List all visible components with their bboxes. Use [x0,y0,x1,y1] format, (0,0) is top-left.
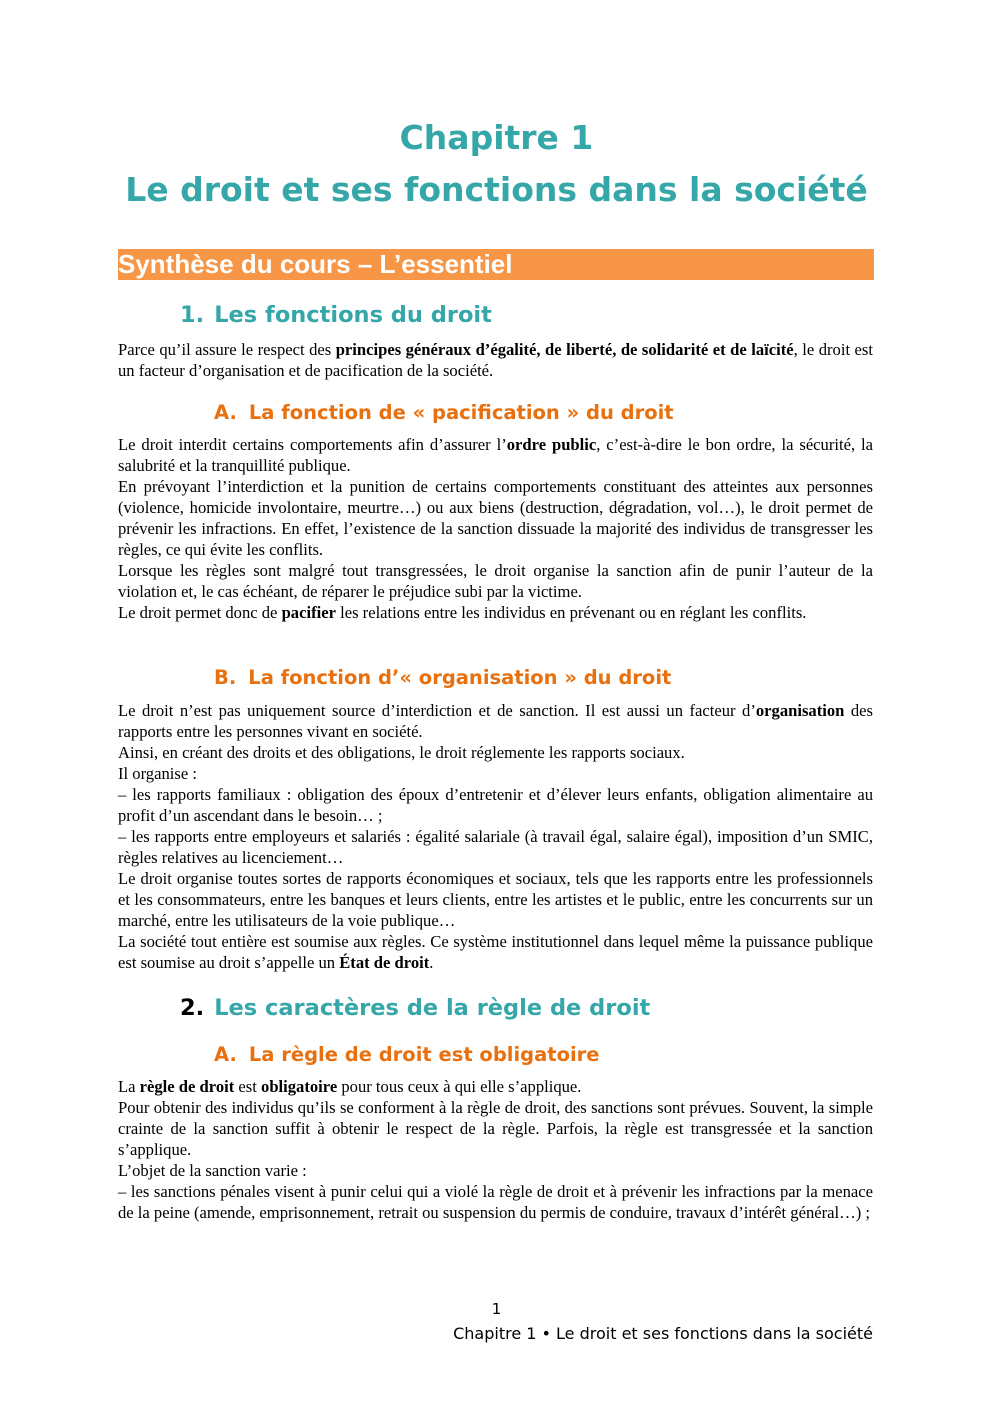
bold-text: règle de droit [139,1077,235,1096]
paragraph [118,434,873,476]
paragraph [118,1097,873,1160]
bold-text: organisation [755,701,845,720]
section-heading-2 [180,993,650,1023]
text-run: – les rapports entre employeurs et salariés : égalité salariale (à travail égal, salaire égal), imposition d’un SMIC, règles relatives au licenciement… [118,827,873,867]
subsection-letter: A. [214,401,237,424]
text-run: – les rapports familiaux : obligation des époux d’entretenir et d’élever leurs enfants, obligation alimentaire au profit d’un ascendant dans le besoin… ; [118,785,873,825]
subsection-heading-1a [214,400,674,426]
text-run: Ainsi, en créant des droits et des obligations, le droit réglemente les rapports sociaux. [118,743,685,762]
chapter-number: Chapitre 1 [399,118,594,157]
paragraph [118,476,873,560]
section-heading-1 [180,300,492,330]
subsection-2a-text [118,1076,873,1223]
text-run: Le droit organise toutes sortes de rapports économiques et sociaux, tels que les rapports entre les professionnels et les consommateurs, entre les banques et leurs clients, entre les artistes et le public, entre les concurrents sur un marché, entre les utilisateurs de la voie publique… [118,869,873,930]
text-run: Il organise : [118,764,197,783]
section-title: Les fonctions du droit [214,302,492,328]
summary-band [118,249,874,280]
text-run: En prévoyant l’interdiction et la punition de certains comportements constituant des atteintes aux personnes (violence, homicide involontaire, meurtre…) ou aux biens (destruction, dégradation, vol…), le droit permet de prévenir les infractions. En effet, l’existence de la sanction dissuade la majorité des individus de transgresser les règles, ce qui évite les conflits. [118,477,873,559]
bold-text: État de droit [339,953,430,972]
text-run: La [118,1077,140,1096]
paragraph [118,602,873,623]
summary-band-label: Synthèse du cours – L’essentiel [118,249,513,279]
text-run: Pour obtenir des individus qu’ils se conforment à la règle de droit, des sanctions sont prévues. Souvent, la simple crainte de la sanction suffit à obtenir le respect de la règle. Parfois, la règle est transgressée et la sanction s’applique. [118,1098,873,1159]
bold-text: ordre public [506,435,597,454]
subsection-letter: B. [214,666,237,689]
section-title: Les caractères de la règle de droit [214,995,651,1021]
text-run: Lorsque les règles sont malgré tout transgressées, le droit organise la sanction afin de punir l’auteur de la violation et, le cas échéant, de réparer le préjudice subi par la victime. [118,561,873,601]
chapter-title: Le droit et ses fonctions dans la société [125,170,868,209]
paragraph [118,868,873,931]
subsection-1b-text [118,700,873,973]
bold-text: pacifier [281,603,336,622]
subsection-title: La règle de droit est obligatoire [248,1043,600,1066]
paragraph [118,931,873,973]
text-run: pour tous ceux à qui elle s’applique. [337,1077,582,1096]
running-footer: Chapitre 1 • Le droit et ses fonctions dans la société [453,1324,873,1343]
subsection-letter: A. [214,1043,237,1066]
subsection-heading-1b [214,665,671,691]
paragraph [118,784,873,826]
paragraph [118,339,873,381]
section-1-intro [118,339,873,381]
section-number: 2. [180,995,205,1021]
paragraph [118,1160,873,1181]
subsection-title: La fonction d’« organisation » du droit [248,666,672,689]
text-run: , le droit est un facteur d’organisation et de pacification de la société. [118,340,873,380]
paragraph [118,560,873,602]
text-run: – les sanctions pénales visent à punir celui qui a violé la règle de droit et à prévenir les infractions par la menace de la peine (amende, emprisonnement, retrait ou suspension du permis de conduire, travaux d’intérêt général…) ; [118,1182,873,1222]
paragraph [118,700,873,742]
bold-text: obligatoire [261,1077,338,1096]
page-number: 1 [491,1300,502,1318]
text-run: des rapports entre les personnes vivant en société. [118,701,873,741]
text-run: Le droit permet donc de [118,603,282,622]
text-run: , c’est-à-dire le bon ordre, la sécurité, la salubrité et la tranquillité publique. [118,435,873,475]
paragraph [118,1076,873,1097]
paragraph [118,826,873,868]
paragraph [118,742,873,763]
text-run: . [429,953,434,972]
bold-text: principes généraux d’égalité, de liberté, de solidarité et de laïcité [335,340,794,359]
section-number: 1. [180,302,205,328]
text-run: Le droit n’est pas uniquement source d’interdiction et de sanction. Il est aussi un facteur d’ [118,701,756,720]
text-run: La société tout entière est soumise aux règles. Ce système institutionnel dans lequel même la puissance publique est soumise au droit s’appelle un [118,932,873,972]
text-run: Parce qu’il assure le respect des [118,340,336,359]
subsection-heading-2a [214,1042,600,1068]
text-run: Le droit interdit certains comportements afin d’assurer l’ [118,435,507,454]
text-run: les relations entre les individus en prévenant ou en réglant les conflits. [335,603,807,622]
paragraph [118,763,873,784]
text-run: L’objet de la sanction varie : [118,1161,307,1180]
subsection-1a-text [118,434,873,623]
subsection-title: La fonction de « pacification » du droit [248,401,674,424]
text-run: est [234,1077,262,1096]
paragraph [118,1181,873,1223]
